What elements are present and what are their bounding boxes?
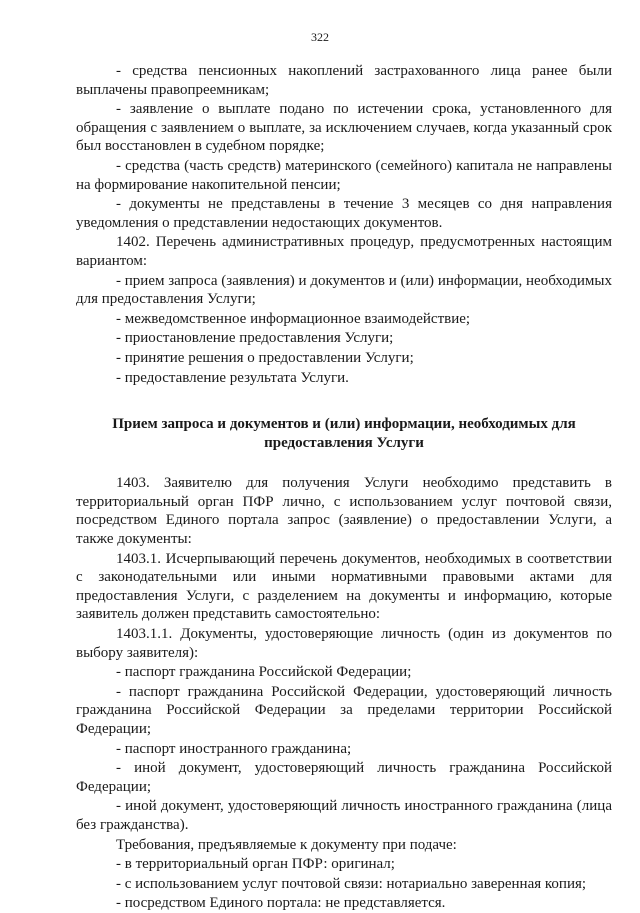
paragraph: - паспорт гражданина Российской Федерации; xyxy=(116,664,412,681)
section-heading-line: Прием запроса и документов и (или) информации, необходимых для xyxy=(112,416,576,433)
section-heading xyxy=(76,415,612,452)
paragraph: - с использованием услуг почтовой связи: нотариально заверенная копия; xyxy=(116,875,587,892)
paragraph: - межведомственное информационное взаимодействие; xyxy=(116,310,471,327)
paragraph: 1403. Заявителю для получения Услуги необходимо представить в территориальный орган ПФР лично, с использованием услуг почтовой связи, посредством Единого портала запрос (заявление) о предоставлении Услуги, а также документы: xyxy=(76,475,612,548)
paragraph: - приостановление предоставления Услуги; xyxy=(116,330,394,347)
paragraph: - прием запроса (заявления) и документов и (или) информации, необходимых для предоставления Услуги; xyxy=(76,272,612,308)
paragraph: Требования, предъявляемые к документу при подаче: xyxy=(116,836,457,853)
page-number: 322 xyxy=(311,30,329,44)
paragraph: - в территориальный орган ПФР: оригинал; xyxy=(116,856,395,873)
paragraph: - иной документ, удостоверяющий личность гражданина Российской Федерации; xyxy=(76,760,612,795)
section-heading-line: предоставления Услуги xyxy=(264,434,424,451)
paragraph: - паспорт гражданина Российской Федерации, удостоверяющий личность гражданина Российской Федерации за пределами территории Российской Федерации; xyxy=(76,683,612,737)
document-body xyxy=(76,62,612,913)
paragraph: 1403.1. Исчерпывающий перечень документов, необходимых в соответствии с законодательными или иными нормативными правовыми актами для предоставления Услуги, с разделением на документы и информацию, которые заявитель должен представить самостоятельно: xyxy=(76,550,612,623)
paragraph: - средства пенсионных накоплений застрахованного лица ранее были выплачены правопреемникам; xyxy=(76,63,612,98)
paragraph: - паспорт иностранного гражданина; xyxy=(116,740,352,757)
paragraph: 1402. Перечень административных процедур, предусмотренных настоящим вариантом: xyxy=(76,234,612,269)
paragraph: - предоставление результата Услуги. xyxy=(116,369,349,386)
paragraph: 1403.1.1. Документы, удостоверяющие личность (один из документов по выбору заявителя): xyxy=(76,626,612,661)
paragraph: - посредством Единого портала: не представляется. xyxy=(116,895,446,912)
paragraph: - средства (часть средств) материнского (семейного) капитала не направлены на формирование накопительной пенсии; xyxy=(76,157,612,193)
paragraph: - документы не представлены в течение 3 месяцев со дня направления уведомления о представлении недостающих документов. xyxy=(76,196,612,231)
paragraph: - принятие решения о предоставлении Услуги; xyxy=(116,349,414,366)
paragraph: - иной документ, удостоверяющий личность иностранного гражданина (лица без гражданства). xyxy=(76,798,612,833)
paragraph: - заявление о выплате подано по истечении срока, установленного для обращения с заявлением о выплате, за исключением случаев, когда указанный срок был восстановлен в судебном порядке; xyxy=(76,101,612,155)
